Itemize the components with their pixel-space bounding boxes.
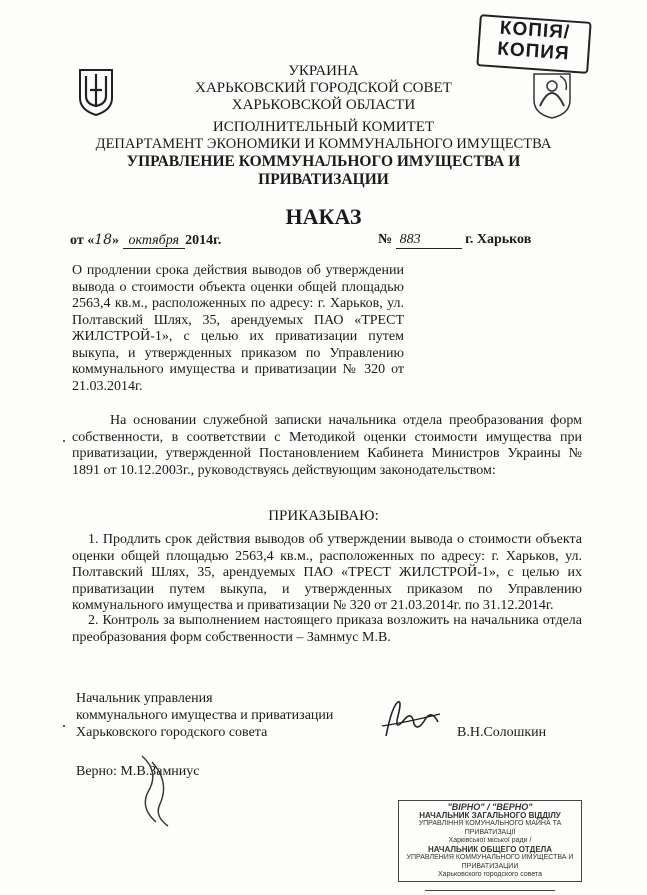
header-directorate-1: УПРАВЛЕНИЕ КОММУНАЛЬНОГО ИМУЩЕСТВА И <box>126 153 521 170</box>
date-year: 2014г. <box>185 233 222 248</box>
basis-text: На основании служебной записки начальника отдела преобразования форм собственности, в соответствии с Методикой оценки стоимости имущества при приватизации, утвержденной Постановлением Кабинета Министров Украины № 1891 от 10.12.2003г., руководствуясь действующим законодательством: <box>72 413 582 478</box>
date-month: октября <box>123 233 186 249</box>
header-department: ДЕПАРТАМЕНТ ЭКОНОМИКИ И КОММУНАЛЬНОГО ИМУЩЕСТВА <box>95 136 552 152</box>
margin-mark <box>63 440 65 442</box>
order-item-1: 1. Продлить срок действия выводов об утверждении вывода о стоимости объекта оценки общей площадью 2563,4 кв.м., расположенных по адресу: г. Харьков, ул. Полтавский Шлях, 35, арендуемых ПАО «ТРЕСТ ЖИЛСТРОЙ-1», с целью их приватизации путем выкупа, и утвержденных приказом по Управлению коммунального имущества и приватизации № 320 от 21.03.2014г. по 31.12.2014г. <box>72 532 582 613</box>
header-council-2: ХАРЬКОВСКОЙ ОБЛАСТИ <box>231 97 416 113</box>
number-label: № <box>378 232 393 247</box>
copy-stamp-line1: КОПІЯ/ <box>499 17 571 44</box>
stamp-line-3: УПРАВЛІННЯ КОМУНАЛЬНОГО МАЙНА ТА ПРИВАТИЗАЦІЇ <box>418 820 562 836</box>
stamp-line-6: УПРАВЛЕНИЯ КОММУНАЛЬНОГО ИМУЩЕСТВА И ПРИВАТИЗАЦИИ <box>406 854 574 870</box>
signatory-line-3: Харьковского городского совета <box>76 725 268 740</box>
official-stamp <box>398 800 582 882</box>
header-committee: ИСПОЛНИТЕЛЬНЫЙ КОМИТЕТ <box>212 119 435 135</box>
header-country: УКРАИНА <box>288 63 359 79</box>
signatory-name: В.Н.Солошкин <box>457 725 547 740</box>
stamp-line-5: НАЧАЛЬНИК ОБЩЕГО ОТДЕЛА <box>427 844 553 854</box>
stamp-line-1: "ВІРНО" / "ВЕРНО" <box>447 802 533 812</box>
signatory-line-2: коммунального имущества и приватизации <box>76 708 334 723</box>
number-value: 883 <box>396 232 462 249</box>
date-prefix: от « <box>70 233 95 248</box>
stamp-signature-line <box>425 886 555 891</box>
copy-stamp-line2: КОПИЯ <box>496 38 571 65</box>
order-item-2: 2. Контроль за выполнением настоящего приказа возложить на начальника отдела преобразования форм собственности – Замнмус М.В. <box>72 613 582 645</box>
margin-mark <box>63 725 65 727</box>
signatory-line-1: Начальник управления <box>76 691 213 706</box>
subject-text: О продлении срока действия выводов об утверждении вывода о стоимости объекта оценки общей площадью 2563,4 кв.м., расположенных по адресу: г. Харьков, ул. Полтавский Шлях, 35, арендуемых ПАО «ТРЕСТ ЖИЛСТРОЙ-1», с целью их приватизации путем выкупа, и утвержденных приказом по Управлению коммунального имущества и приватизации № 320 от 21.03.2014г. <box>72 263 404 394</box>
date-line <box>70 232 221 249</box>
verified-text: Верно: М.В.Замниус <box>76 764 200 779</box>
header-council-1: ХАРЬКОВСКИЙ ГОРОДСКОЙ СОВЕТ <box>195 80 452 96</box>
city: г. Харьков <box>465 232 532 247</box>
order-word: ПРИКАЗЫВАЮ: <box>268 508 379 524</box>
date-mid: » <box>112 233 120 248</box>
number-line <box>378 232 531 249</box>
signature <box>378 696 448 742</box>
stamp-line-2: НАЧАЛЬНИК ЗАГАЛЬНОГО ВІДДІЛУ <box>419 810 561 820</box>
document-title: НАКАЗ <box>285 204 362 229</box>
header-directorate-2: ПРИВАТИЗАЦИИ <box>258 171 389 188</box>
stamp-line-7: Харьковского городского совета <box>437 871 543 878</box>
stamp-line-4: Харківської міської ради / <box>448 837 532 844</box>
verified-signature <box>130 752 180 830</box>
date-day: 18 <box>94 232 113 248</box>
